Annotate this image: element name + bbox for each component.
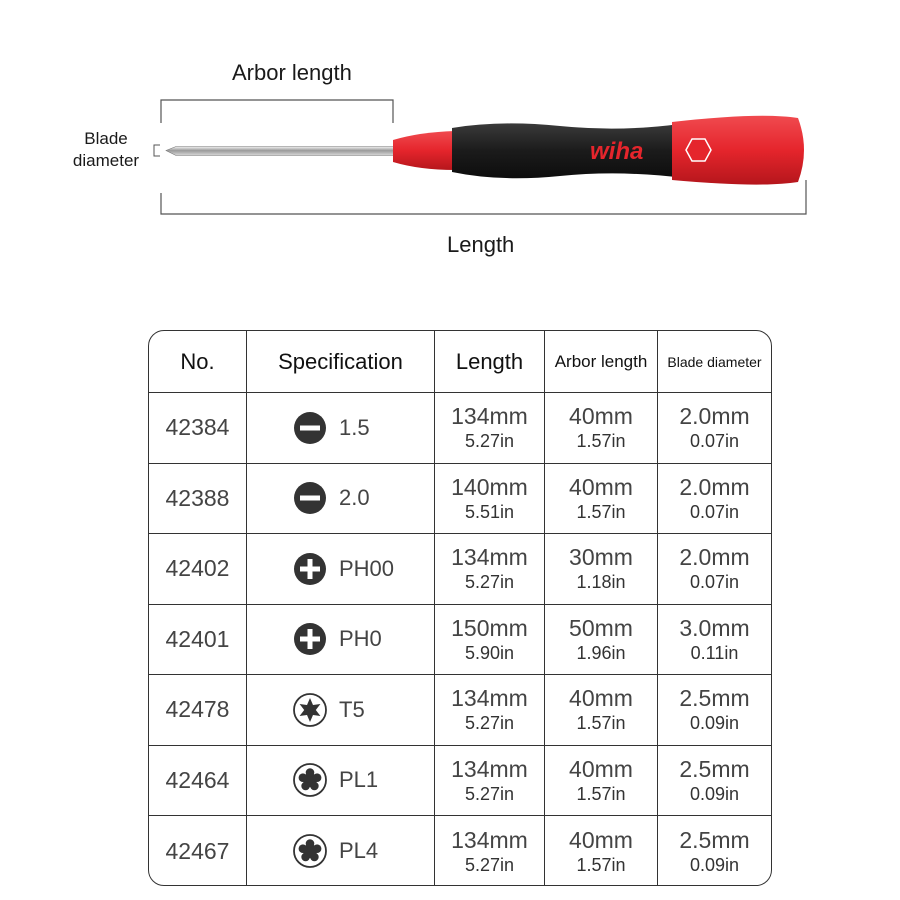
spec-value: PL4 xyxy=(339,838,379,864)
length-mm: 134mm xyxy=(451,755,528,782)
cell-specification xyxy=(247,605,435,676)
cell-no: 42467 xyxy=(149,816,247,886)
blade-mm: 2.0mm xyxy=(679,544,750,571)
length-mm: 134mm xyxy=(451,685,528,712)
arbor-in: 1.57in xyxy=(576,783,626,804)
pentalobe-icon xyxy=(293,834,327,868)
cell-arbor-length xyxy=(545,605,658,676)
cell-blade-diameter xyxy=(658,393,771,464)
cell-no: 42464 xyxy=(149,746,247,817)
arbor-mm: 40mm xyxy=(569,403,633,430)
arbor-in: 1.57in xyxy=(576,501,626,522)
brand-text: wiha xyxy=(590,138,644,165)
blade-in: 0.09in xyxy=(689,713,740,734)
length-in: 5.27in xyxy=(464,854,515,875)
cell-length xyxy=(435,605,545,676)
length-in: 5.27in xyxy=(464,431,515,452)
cell-specification xyxy=(247,816,435,886)
cell-specification xyxy=(247,534,435,605)
length-in: 5.90in xyxy=(464,642,515,663)
arbor-mm: 50mm xyxy=(569,614,633,641)
header-specification: Specification xyxy=(247,331,435,393)
spec-table xyxy=(148,330,772,886)
arbor-mm: 30mm xyxy=(569,544,633,571)
arbor-in: 1.57in xyxy=(576,713,626,734)
cell-blade-diameter xyxy=(658,746,771,817)
slotted-icon xyxy=(293,411,327,445)
cell-length xyxy=(435,534,545,605)
blade-mm: 2.5mm xyxy=(679,755,750,782)
spec-value: PH0 xyxy=(339,626,382,652)
cell-blade-diameter xyxy=(658,534,771,605)
cell-arbor-length xyxy=(545,464,658,535)
cell-specification xyxy=(247,746,435,817)
cell-blade-diameter xyxy=(658,675,771,746)
blade-dimension-bracket xyxy=(154,145,160,156)
handle-grip xyxy=(452,123,684,178)
pentalobe-icon xyxy=(293,763,327,797)
cell-length xyxy=(435,816,545,886)
arbor-mm: 40mm xyxy=(569,826,633,853)
length-mm: 134mm xyxy=(451,826,528,853)
length-mm: 140mm xyxy=(451,473,528,500)
cell-no: 42384 xyxy=(149,393,247,464)
arbor-mm: 40mm xyxy=(569,473,633,500)
length-in: 5.27in xyxy=(464,783,515,804)
cell-specification xyxy=(247,675,435,746)
spec-value: 2.0 xyxy=(339,485,370,511)
cell-arbor-length xyxy=(545,675,658,746)
spec-value: PL1 xyxy=(339,767,379,793)
header-blade-diameter: Blade diameter xyxy=(658,331,771,393)
arbor-length-label: Arbor length xyxy=(232,60,352,85)
blade-mm: 2.0mm xyxy=(679,473,750,500)
cell-blade-diameter xyxy=(658,816,771,886)
cell-no: 42401 xyxy=(149,605,247,676)
hex-logo-icon xyxy=(686,139,711,161)
cell-arbor-length xyxy=(545,534,658,605)
shaft xyxy=(166,147,395,156)
screwdriver-diagram xyxy=(0,0,900,300)
spec-value: 1.5 xyxy=(339,414,370,440)
header-no: No. xyxy=(149,331,247,393)
length-mm: 134mm xyxy=(451,403,528,430)
blade-mm: 2.0mm xyxy=(679,403,750,430)
cell-length xyxy=(435,675,545,746)
cell-specification xyxy=(247,393,435,464)
length-mm: 150mm xyxy=(451,614,528,641)
slotted-icon xyxy=(293,481,327,515)
handle-neck xyxy=(393,131,455,170)
cell-no: 42388 xyxy=(149,464,247,535)
blade-mm: 3.0mm xyxy=(679,614,750,641)
cell-arbor-length xyxy=(545,816,658,886)
cell-length xyxy=(435,393,545,464)
length-in: 5.51in xyxy=(464,501,515,522)
length-dimension-line xyxy=(161,180,806,214)
cell-blade-diameter xyxy=(658,464,771,535)
length-in: 5.27in xyxy=(464,572,515,593)
length-label: Length xyxy=(447,232,515,257)
arbor-mm: 40mm xyxy=(569,685,633,712)
length-in: 5.27in xyxy=(464,713,515,734)
blade-mm: 2.5mm xyxy=(679,685,750,712)
length-mm: 134mm xyxy=(451,544,528,571)
arbor-mm: 40mm xyxy=(569,755,633,782)
arbor-in: 1.96in xyxy=(576,642,626,663)
cell-arbor-length xyxy=(545,746,658,817)
blade-in: 0.07in xyxy=(689,431,740,452)
blade-in: 0.07in xyxy=(689,501,740,522)
spec-value: T5 xyxy=(339,696,365,722)
cell-no: 42478 xyxy=(149,675,247,746)
cell-arbor-length xyxy=(545,393,658,464)
blade-mm: 2.5mm xyxy=(679,826,750,853)
arbor-in: 1.57in xyxy=(576,431,626,452)
cell-specification xyxy=(247,464,435,535)
cell-length xyxy=(435,746,545,817)
blade-in: 0.09in xyxy=(689,854,740,875)
blade-in: 0.09in xyxy=(689,783,740,804)
blade-label-line2: diameter xyxy=(72,151,140,170)
blade-diameter-label xyxy=(66,128,146,172)
torx-icon xyxy=(293,693,327,727)
blade-in: 0.07in xyxy=(689,572,740,593)
cell-length xyxy=(435,464,545,535)
blade-label-line1: Blade xyxy=(84,129,128,148)
phillips-icon xyxy=(293,552,327,586)
spec-value: PH00 xyxy=(339,555,395,581)
header-length: Length xyxy=(435,331,545,393)
cell-blade-diameter xyxy=(658,605,771,676)
cell-no: 42402 xyxy=(149,534,247,605)
arbor-in: 1.57in xyxy=(576,854,626,875)
blade-in: 0.11in xyxy=(690,642,739,663)
arbor-dimension-line xyxy=(161,100,393,123)
phillips-icon xyxy=(293,622,327,656)
arbor-in: 1.18in xyxy=(576,572,626,593)
header-arbor-length: Arbor length xyxy=(545,331,658,393)
